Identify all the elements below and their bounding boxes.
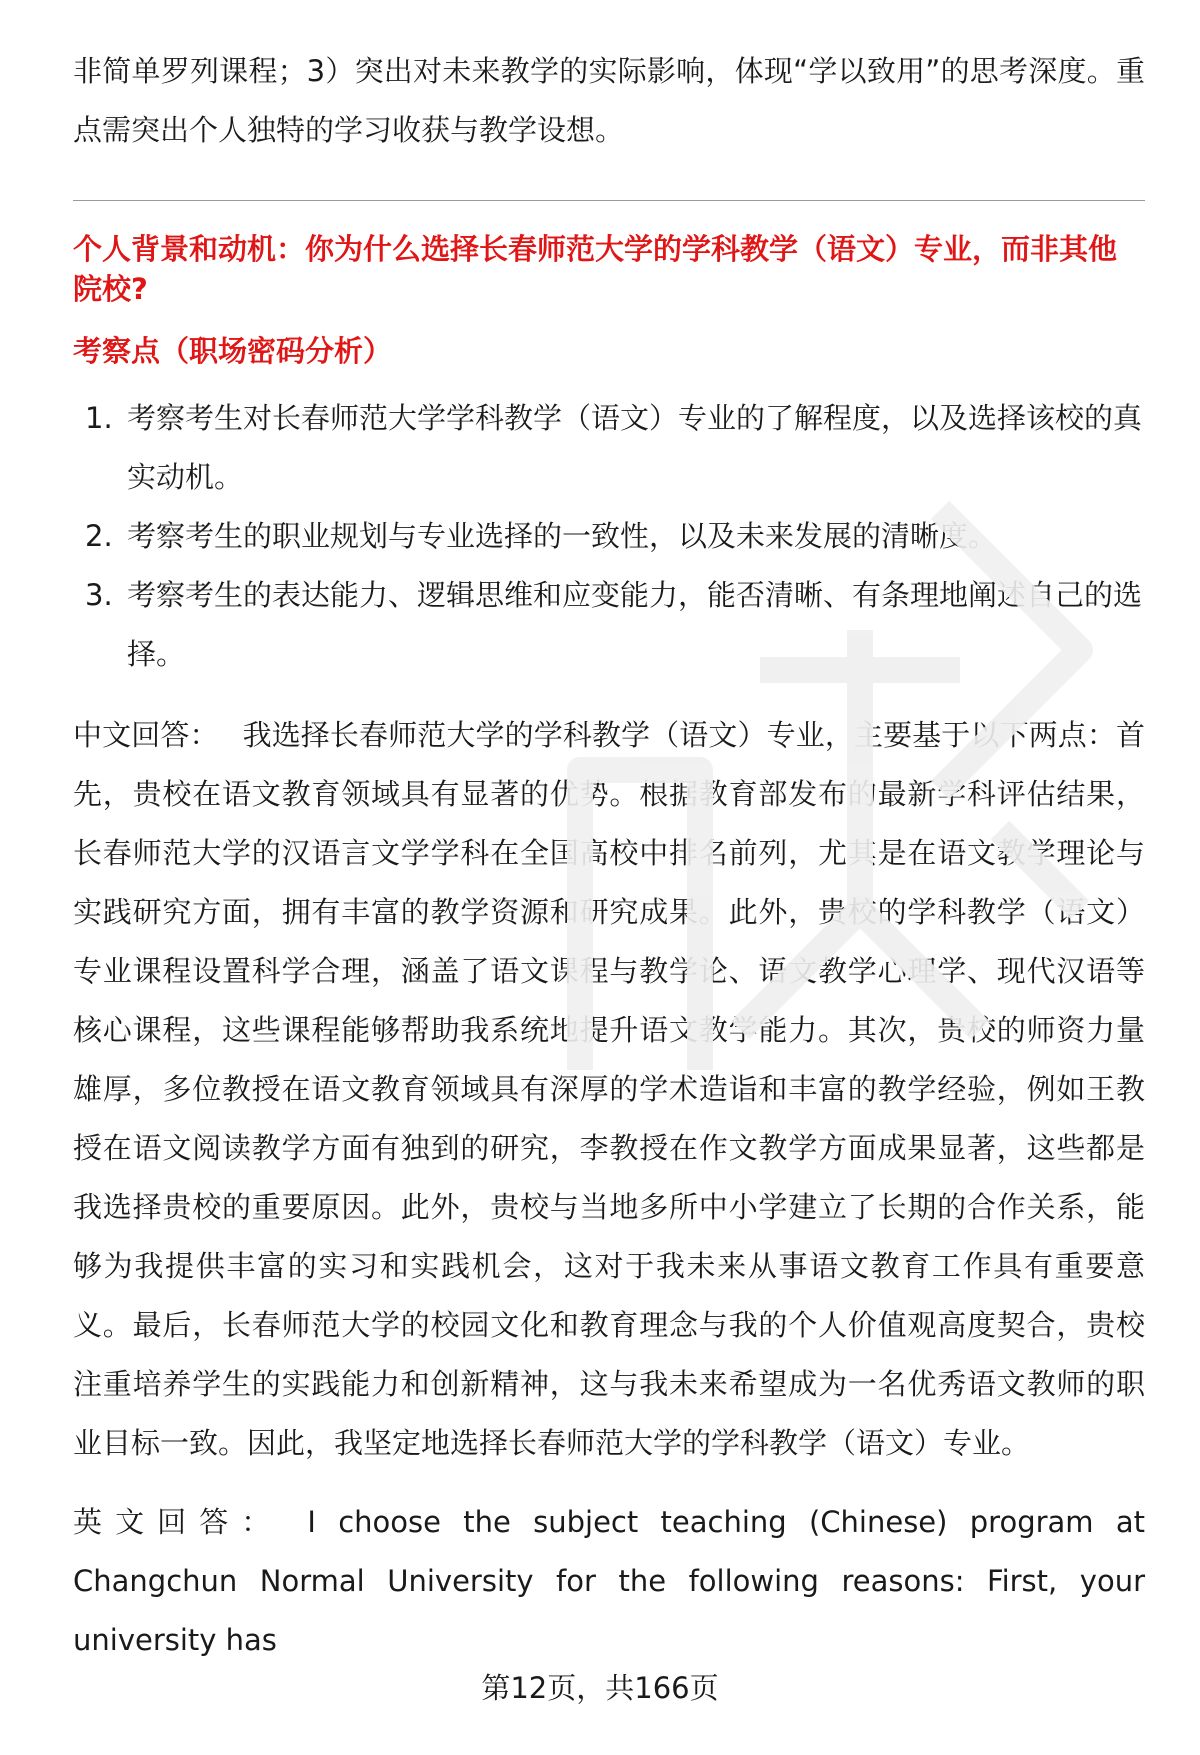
- english-answer-label: 英文回答：: [73, 1505, 284, 1539]
- list-item: [73, 566, 1145, 684]
- list-item-text: 考察考生的表达能力、逻辑思维和应变能力，能否清晰、有条理地阐述自己的选择。: [127, 578, 1143, 671]
- list-item-number: 3.: [85, 578, 113, 612]
- list-item-text: 考察考生对长春师范大学学科教学（语文）专业的了解程度，以及选择该校的真实动机。: [127, 401, 1143, 494]
- chinese-answer-paragraph: [73, 706, 1145, 1473]
- chinese-answer-label: 中文回答：: [73, 718, 219, 752]
- chinese-answer-text: 我选择长春师范大学的学科教学（语文）专业，主要基于以下两点：首先，贵校在语文教育领域具有显著的优势。根据教育部发布的最新学科评估结果，长春师范大学的汉语言文学学科在全国高校中排名前列，尤其是在语文教学理论与实践研究方面，拥有丰富的教学资源和研究成果。此外，贵校的学科教学（语文）专业课程设置科学合理，涵盖了语文课程与教学论、语文教学心理学、现代汉语等核心课程，这些课程能够帮助我系统地提升语文教学能力。其次，贵校的师资力量雄厚，多位教授在语文教育领域具有深厚的学术造诣和丰富的教学经验，例如王教授在语文阅读教学方面有独到的研究，李教授在作文教学方面成果显著，这些都是我选择贵校的重要原因。此外，贵校与当地多所中小学建立了长期的合作关系，能够为我提供丰富的实习和实践机会，这对于我未来从事语文教育工作具有重要意义。最后，长春师范大学的校园文化和教育理念与我的个人价值观高度契合，贵校注重培养学生的实践能力和创新精神，这与我未来希望成为一名优秀语文教师的职业目标一致。因此，我坚定地选择长春师范大学的学科教学（语文）专业。: [73, 718, 1145, 1460]
- assessment-subtitle: 考察点（职场密码分析）: [73, 334, 393, 368]
- list-item-number: 1.: [85, 401, 113, 435]
- list-item-number: 2.: [85, 519, 113, 553]
- section-title: 个人背景和动机：你为什么选择长春师范大学的学科教学（语文）专业，而非其他院校?: [73, 232, 1118, 306]
- assessment-points-list: [73, 389, 1145, 684]
- intro-paragraph: 非简单罗列课程；3）突出对未来教学的实际影响，体现“学以致用”的思考深度。重点需突出个人独特的学习收获与教学设想。: [73, 54, 1145, 147]
- page-footer: 第12页，共166页: [481, 1671, 719, 1705]
- document-page: [73, 42, 1145, 1670]
- english-answer-text: I choose the subject teaching (Chinese) program at Changchun Normal University for the following reasons: First, your university has: [73, 1505, 1145, 1657]
- list-item-text: 考察考生的职业规划与专业选择的一致性，以及未来发展的清晰度。: [127, 519, 998, 553]
- section-divider: [73, 200, 1145, 201]
- list-item: [73, 507, 1145, 566]
- list-item: [73, 389, 1145, 507]
- english-answer-paragraph: [73, 1493, 1145, 1670]
